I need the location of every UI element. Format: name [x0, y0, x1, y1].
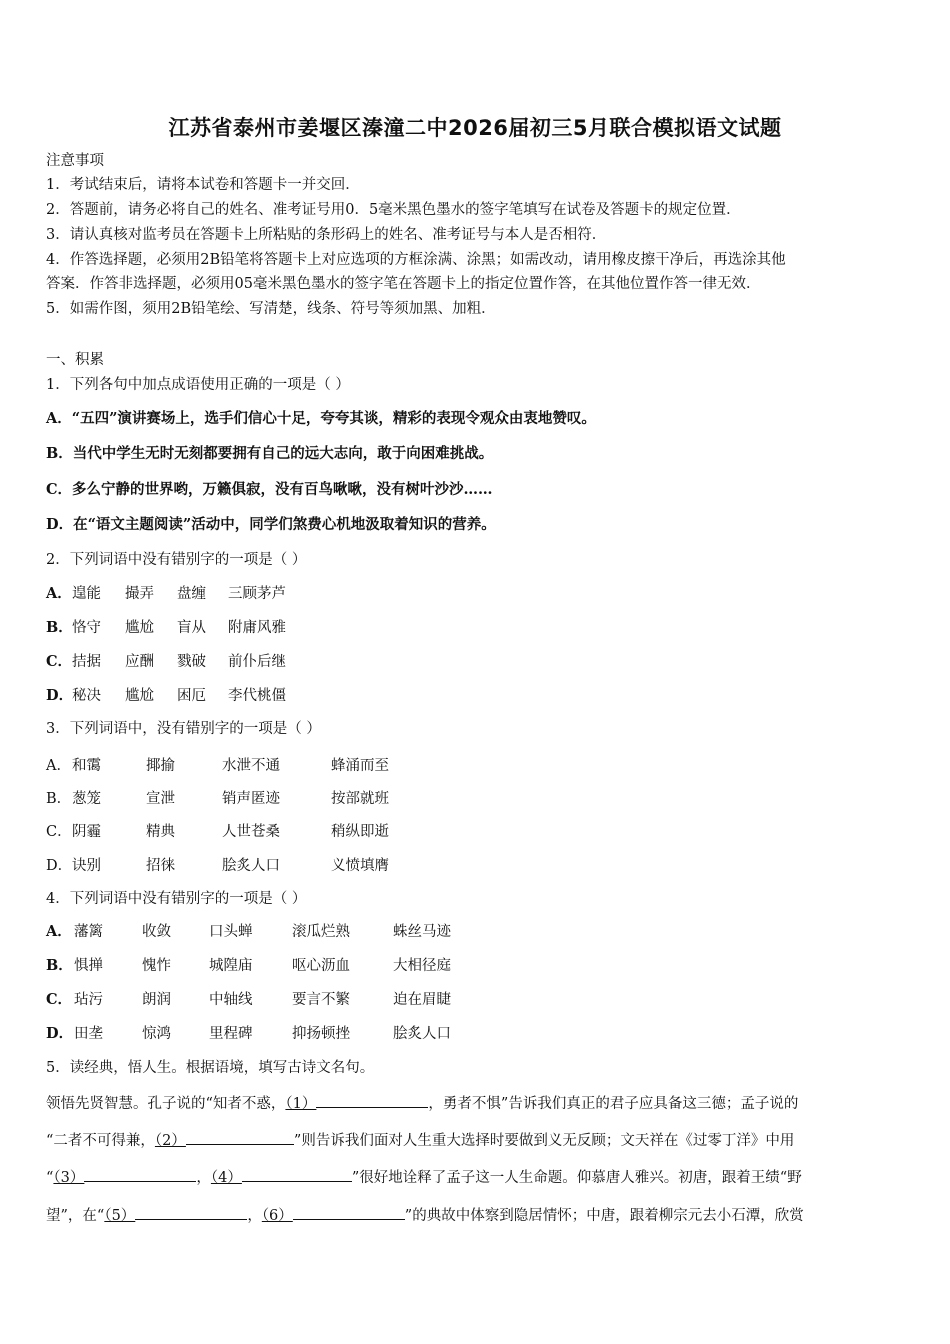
option-word: 要言不繁 — [292, 992, 350, 1008]
option-word: 城隍庙 — [209, 958, 253, 974]
option-word: 稍纵即逝 — [331, 824, 389, 840]
passage-text: ”很好地诠释了孟子这一人生命题。仰慕唐人雅兴。初唐，跟着王绩“野 — [351, 1170, 802, 1186]
option-word: 脍炙人口 — [222, 858, 280, 874]
section-heading: 一、积累 — [46, 352, 104, 368]
option-word: 田垄 — [74, 1026, 103, 1042]
option-word: 遑能 — [72, 586, 101, 602]
option-word: 秘决 — [72, 688, 101, 704]
option-word: 阴霾 — [72, 824, 101, 840]
option-word: 惧掸 — [74, 958, 103, 974]
option-word: 藩篱 — [74, 924, 103, 940]
blank-4-label: （4） — [210, 1170, 242, 1186]
option-word: 蛛丝马迹 — [393, 924, 451, 940]
option-letter: D． — [46, 858, 73, 874]
passage-text: ， — [196, 1170, 211, 1186]
question-1-option-d: D．在“语文主题阅读”活动中，同学们煞费心机地汲取着知识的营养。 — [46, 516, 496, 533]
question-1-option-b: B．当代中学生无时无刻都要拥有自己的远大志向，敢于向困难挑战。 — [46, 445, 494, 462]
notice-item: 答案．作答非选择题，必须用05毫米黑色墨水的签字笔在答题卡上的指定位置作答，在其他位置作答一律无效． — [46, 276, 761, 292]
option-word: 戮破 — [177, 654, 206, 670]
option-word: 人世苍桑 — [222, 824, 280, 840]
option-word: 收敛 — [142, 924, 171, 940]
blank-4-line[interactable] — [242, 1167, 352, 1182]
passage-text: ， — [247, 1208, 262, 1224]
passage-text: ”则告诉我们面对人生重大选择时要做到义无反顾；文天祥在《过零丁洋》中用 — [293, 1133, 795, 1149]
question-1-stem: 1．下列各句中加点成语使用正确的一项是（ ） — [46, 377, 350, 393]
option-word: 朗润 — [142, 992, 171, 1008]
option-word: 销声匿迹 — [222, 791, 280, 807]
option-word: 揶揄 — [146, 758, 175, 774]
option-word: 滚瓜烂熟 — [292, 924, 350, 940]
question-4-stem: 4．下列词语中没有错别字的一项是（ ） — [46, 891, 307, 907]
page-title: 江苏省泰州市姜堰区溱潼二中2026届初三5月联合模拟语文试题 — [168, 116, 782, 140]
blank-3-line[interactable] — [84, 1167, 196, 1182]
question-5-paragraph-line — [46, 1205, 804, 1226]
option-word: 恪守 — [72, 620, 101, 636]
question-3-stem: 3．下列词语中，没有错别字的一项是（ ） — [46, 721, 321, 737]
option-word: 撮弄 — [125, 586, 154, 602]
blank-6-line[interactable] — [293, 1205, 405, 1220]
blank-1-line[interactable] — [316, 1093, 428, 1108]
option-word: 诀别 — [72, 858, 101, 874]
blank-2-line[interactable] — [186, 1130, 294, 1145]
option-letter: A． — [46, 585, 72, 602]
option-word: 玷污 — [74, 992, 103, 1008]
option-word: 盲从 — [177, 620, 206, 636]
option-word: 精典 — [146, 824, 175, 840]
option-word: 宣泄 — [146, 791, 175, 807]
option-word: 水泄不通 — [222, 758, 280, 774]
passage-text: ”的典故中体察到隐居情怀；中唐，跟着柳宗元去小石潭，欣赏 — [404, 1208, 804, 1224]
blank-5-line[interactable] — [135, 1205, 247, 1220]
passage-text: ，勇者不惧”告诉我们真正的君子应具备这三德；孟子说的 — [428, 1096, 799, 1112]
option-word: 口头蝉 — [209, 924, 253, 940]
option-word: 按部就班 — [331, 791, 389, 807]
blank-5-label: （5） — [104, 1208, 136, 1224]
blank-3-label: （3） — [53, 1170, 85, 1186]
option-word: 葱笼 — [72, 791, 101, 807]
option-word: 拮据 — [72, 654, 101, 670]
option-letter: C． — [46, 653, 73, 670]
option-word: 迫在眉睫 — [393, 992, 451, 1008]
option-letter: A． — [46, 923, 72, 940]
option-word: 困厄 — [177, 688, 206, 704]
option-word: 尴尬 — [125, 620, 154, 636]
notice-item: 1．考试结束后，请将本试卷和答题卡一并交回． — [46, 177, 360, 193]
blank-6-label: （6） — [261, 1208, 293, 1224]
option-word: 中轴线 — [209, 992, 253, 1008]
question-1-option-a: A．“五四”演讲赛场上，选手们信心十足，夸夸其谈，精彩的表现令观众由衷地赞叹。 — [46, 410, 596, 427]
option-letter: C． — [46, 824, 72, 840]
option-word: 尴尬 — [125, 688, 154, 704]
option-letter: D． — [46, 1025, 74, 1042]
option-word: 愧怍 — [142, 958, 171, 974]
option-letter: B． — [46, 957, 73, 974]
question-5-paragraph-line — [46, 1093, 798, 1114]
option-word: 蜂涌而至 — [331, 758, 389, 774]
option-word: 招徕 — [146, 858, 175, 874]
question-5-paragraph-line — [46, 1130, 794, 1151]
option-word: 盘缠 — [177, 586, 206, 602]
option-word: 里程碑 — [209, 1026, 253, 1042]
option-word: 附庸风雅 — [228, 620, 286, 636]
option-letter: D． — [46, 687, 74, 704]
option-word: 李代桃僵 — [228, 688, 286, 704]
option-word: 应酬 — [125, 654, 154, 670]
notice-item: 5．如需作图，须用2B铅笔绘、写清楚，线条、符号等须加黑、加粗． — [46, 301, 496, 317]
option-word: 前仆后继 — [228, 654, 286, 670]
blank-2-label: （2） — [154, 1133, 186, 1149]
option-word: 呕心沥血 — [292, 958, 350, 974]
option-word: 三顾茅芦 — [228, 586, 286, 602]
option-letter: B． — [46, 791, 72, 807]
notice-item: 4．作答选择题，必须用2B铅笔将答题卡上对应选项的方框涂满、涂黑；如需改动，请用橡皮擦干净后，再选涂其他 — [46, 252, 786, 268]
question-5-stem: 5．读经典，悟人生。根据语境，填写古诗文名句。 — [46, 1060, 375, 1076]
option-word: 和霭 — [72, 758, 101, 774]
option-word: 惊鸿 — [142, 1026, 171, 1042]
notice-heading: 注意事项 — [46, 153, 104, 169]
option-letter: A． — [46, 758, 71, 774]
question-2-stem: 2．下列词语中没有错别字的一项是（ ） — [46, 552, 307, 568]
notice-item: 2．答题前，请务必将自己的姓名、准考证号用0．5毫米黑色墨水的签字笔填写在试卷及答题卡的规定位置． — [46, 202, 741, 218]
option-letter: B． — [46, 619, 73, 636]
option-word: 大相径庭 — [393, 958, 451, 974]
question-1-option-c: C．多么宁静的世界哟，万籁俱寂，没有百鸟啾啾，没有树叶沙沙…… — [46, 481, 493, 498]
option-word: 义愤填膺 — [331, 858, 389, 874]
option-word: 脍炙人口 — [393, 1026, 451, 1042]
passage-text: 领悟先贤智慧。孔子说的“知者不惑， — [46, 1096, 286, 1112]
option-word: 抑扬顿挫 — [292, 1026, 350, 1042]
question-5-paragraph-line — [46, 1167, 802, 1188]
option-letter: C． — [46, 991, 73, 1008]
passage-text: “ — [46, 1170, 54, 1186]
passage-text: “二者不可得兼， — [46, 1133, 155, 1149]
notice-item: 3．请认真核对监考员在答题卡上所粘贴的条形码上的姓名、准考证号与本人是否相符． — [46, 227, 607, 243]
passage-text: 望”，在“ — [46, 1208, 105, 1224]
blank-1-label: （1） — [285, 1096, 317, 1112]
